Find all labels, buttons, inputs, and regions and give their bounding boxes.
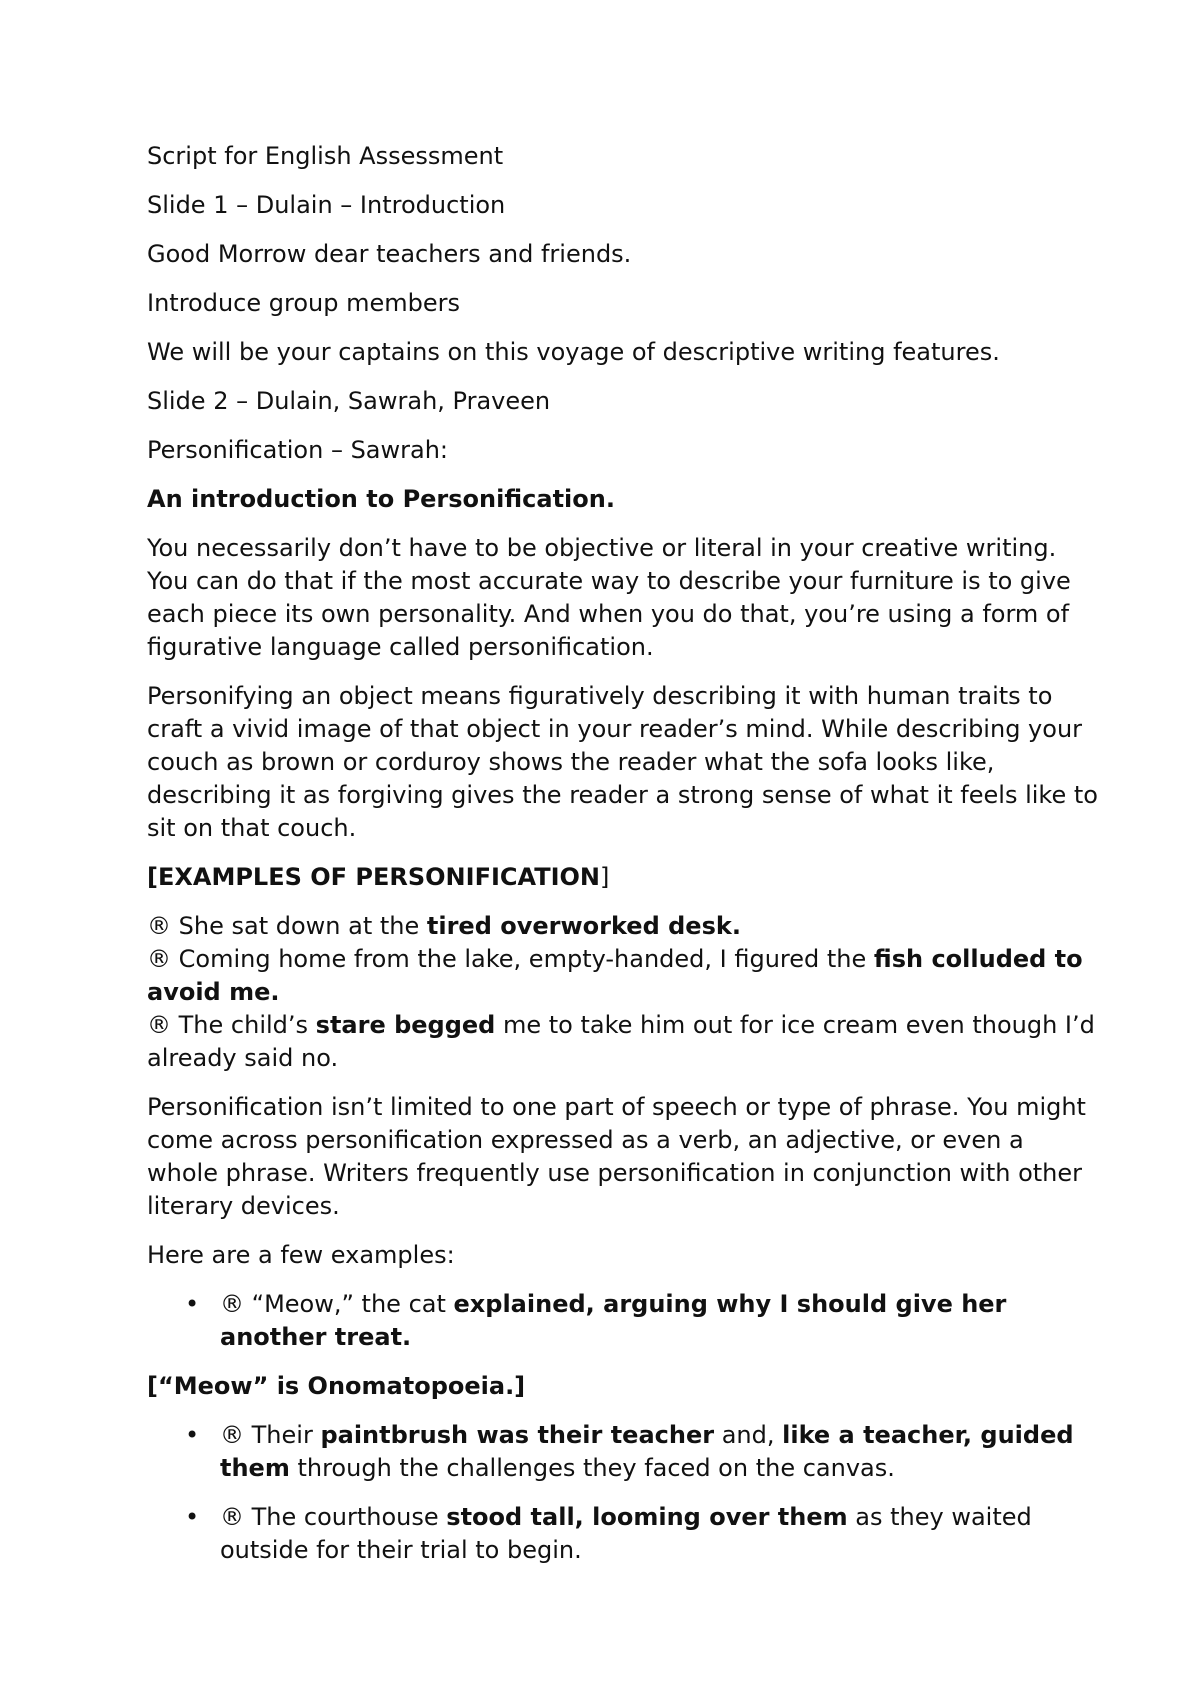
bullet-1-text: “Meow,” the cat [251, 1290, 454, 1318]
greeting-line: Good Morrow dear teachers and friends. [147, 240, 632, 268]
examples-bracket-close: ] [600, 863, 610, 891]
onomatopoeia-note: [“Meow” is Onomatopoeia.] [147, 1372, 526, 1400]
example-2-text: Coming home from the lake, empty-handed, I figured the [178, 945, 874, 973]
bullet-item-3 [147, 1501, 1100, 1567]
examples-block [147, 910, 1100, 1075]
examples-heading [147, 861, 1100, 894]
paragraph-3: Personification isn’t limited to one part of speech or type of phrase. You might come across personification expressed as a verb, an adjective, or even a whole phrase. Writers frequently use personification in conjunction with other literary devices. [147, 1093, 1086, 1220]
bullet-item-2 [147, 1419, 1100, 1485]
registered-mark: ® [147, 1011, 179, 1039]
slide-1-heading: Slide 1 – Dulain – Introduction [147, 191, 506, 219]
paragraph-2: Personifying an object means figuratively describing it with human traits to craft a vivid image of that object in your reader’s mind. While describing your couch as brown or corduroy shows the reader what the sofa looks like, describing it as forgiving gives the reader a strong sense of what it feels like to sit on that couch. [147, 682, 1098, 842]
bullet-3-text-2: as they waited outside for their trial to begin. [220, 1503, 1032, 1564]
registered-mark: ® [220, 1503, 252, 1531]
example-3-bold: stare begged [315, 1011, 496, 1039]
examples-bracket-open: [ [147, 863, 158, 891]
example-3 [147, 1009, 1100, 1075]
intro-heading: An introduction to Personification. [147, 485, 615, 513]
personification-heading: Personification – Sawrah: [147, 436, 449, 464]
few-examples-line: Here are a few examples: [147, 1241, 455, 1269]
registered-mark: ® [147, 912, 179, 940]
introduce-line: Introduce group members [147, 289, 460, 317]
bullet-dot: • [185, 1421, 200, 1449]
example-3-text-1: The child’s [178, 1011, 316, 1039]
registered-mark: ® [220, 1421, 252, 1449]
example-3-text-2: me to take him out for ice cream even though I’d already said no. [147, 1011, 1095, 1072]
bullet-item-1 [147, 1288, 1100, 1354]
bullet-2-bold-1: paintbrush was their teacher [320, 1421, 715, 1449]
example-2-bold: fish colluded to avoid me. [147, 945, 1083, 1006]
bullet-1-bold: explained, arguing why I should give her another treat. [220, 1290, 1007, 1351]
bullet-3-bold: stood tall, looming over them [446, 1503, 848, 1531]
registered-mark: ® [220, 1290, 252, 1318]
example-1 [147, 910, 1100, 943]
examples-heading-text: EXAMPLES OF PERSONIFICATION [157, 863, 600, 891]
bullet-list-1 [147, 1288, 1100, 1354]
example-2 [147, 943, 1100, 1009]
bullet-2-text-1: Their [251, 1421, 321, 1449]
document-title: Script for English Assessment [147, 142, 504, 170]
captains-line: We will be your captains on this voyage of descriptive writing features. [147, 338, 1000, 366]
registered-mark: ® [147, 945, 179, 973]
bullet-dot: • [185, 1290, 200, 1318]
bullet-dot: • [185, 1503, 200, 1531]
bullet-3-text-1: The courthouse [251, 1503, 447, 1531]
paragraph-1: You necessarily don’t have to be objective or literal in your creative writing. You can do that if the most accurate way to describe your furniture is to give each piece its own personality. And when you do that, you’re using a form of figurative language called personification. [147, 534, 1071, 661]
bullet-2-text-3: through the challenges they faced on the canvas. [289, 1454, 895, 1482]
bullet-2-text-2: and, [714, 1421, 783, 1449]
bullet-2-bold-2: like a teacher, guided them [220, 1421, 1074, 1482]
bullet-list-2 [147, 1419, 1100, 1567]
slide-2-heading: Slide 2 – Dulain, Sawrah, Praveen [147, 387, 551, 415]
example-1-bold: tired overworked desk. [426, 912, 741, 940]
example-1-text: She sat down at the [178, 912, 427, 940]
